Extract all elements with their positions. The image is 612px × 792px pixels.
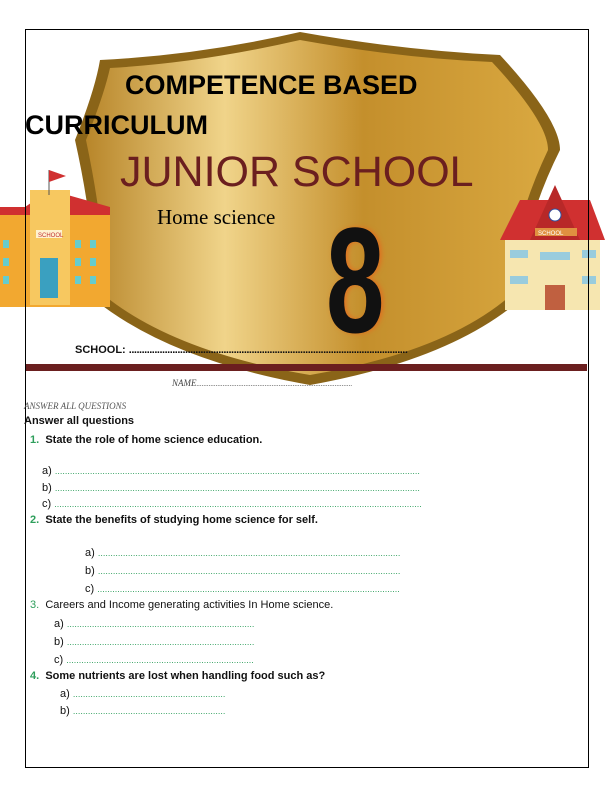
question-3: 3. Careers and Income generating activities In Home science. — [30, 599, 334, 611]
school-label: SCHOOL: — [75, 344, 126, 356]
subject-title: Home science — [157, 205, 276, 229]
answer-line[interactable]: b) ............................................................. — [60, 705, 226, 717]
curriculum-heading-line2: CURRICULUM — [25, 110, 208, 140]
answer-line[interactable]: c) ........................................................................... — [54, 654, 254, 666]
svg-text:SCHOOL: SCHOOL — [38, 233, 64, 239]
answer-line[interactable]: a) ............................................................. — [60, 688, 226, 700]
instruction-bold: Answer all questions — [24, 415, 135, 427]
question-2: 2. State the benefits of studying home science for self. — [30, 514, 318, 526]
answer-line[interactable]: a) ........................................................................... — [54, 618, 255, 630]
svg-text:SCHOOL: SCHOOL — [538, 231, 564, 237]
answer-line[interactable]: a) ......................................................................................................................... — [85, 547, 401, 559]
curriculum-heading-line1: COMPETENCE BASED — [125, 70, 418, 100]
name-field[interactable]: NAME......................................................................................... — [172, 378, 353, 388]
school-field[interactable]: SCHOOL: ............................................................................................................. — [75, 344, 408, 356]
name-label: NAME — [172, 378, 197, 388]
question-1: 1. State the role of home science education. — [30, 434, 263, 446]
answer-line[interactable]: b) ........................................................................... — [54, 636, 255, 648]
instruction-italic: ANSWER ALL QUESTIONS — [24, 401, 127, 411]
answer-line[interactable]: b) .................................................................................................................................................. — [42, 482, 420, 494]
question-4: 4. Some nutrients are lost when handling food such as? — [30, 670, 326, 682]
answer-line[interactable]: c) ................................................................................................................................................... — [42, 498, 422, 510]
answer-line[interactable]: b) ......................................................................................................................... — [85, 565, 401, 577]
answer-line[interactable]: a) .................................................................................................................................................. — [42, 465, 420, 477]
answer-line[interactable]: c) ......................................................................................................................... — [85, 583, 400, 595]
junior-school-title: JUNIOR SCHOOL — [120, 148, 474, 196]
grade-number: 8 — [326, 196, 385, 364]
